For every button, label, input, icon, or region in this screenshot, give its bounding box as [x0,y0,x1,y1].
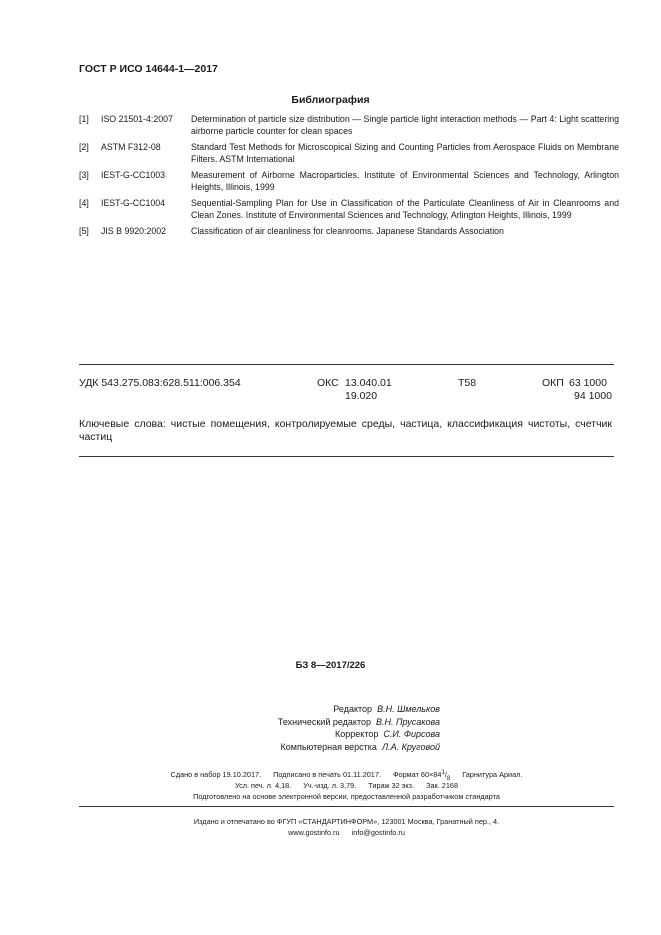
editorial-credits [230,703,440,753]
credit-row [230,741,440,754]
website-link[interactable]: www.gostinfo.ru [288,828,340,837]
oks-value-2: 19.020 [345,390,378,402]
keywords: Ключевые слова: чистые помещения, контролируемые среды, частица, классификация чистоты, счетчик частиц [79,418,612,443]
credit-role: Редактор [333,704,373,714]
bibliography-item [79,114,619,137]
bib-number: [3] [79,170,89,180]
bib-code: JIS B 9920:2002 [101,226,167,236]
print-info-line-2 [79,780,614,791]
okp-value-1: 63 1000 [569,377,607,389]
typeset-date: Сдано в набор 19.10.2017. [170,770,262,780]
credit-role: Технический редактор [277,716,371,727]
bibliography-item [79,226,619,238]
credit-row [230,728,440,741]
signed-date: Подписано в печать 01.11.2017. [273,770,381,780]
credit-name: В.Н. Шмельков [377,704,440,714]
bib-text: Determination of particle size distribution — Single particle light interaction methods — Part 4: Light scattering airborne particle counter for clean spaces [191,114,619,136]
okp-label: ОКП [542,377,564,389]
bib-number: [1] [79,114,89,124]
bibliography-item [79,142,619,165]
bz-number: БЗ 8—2017/226 [295,660,366,671]
typeface: Гарнитура Ариал. [462,770,523,780]
credit-name: Л.А. Круговой [381,741,440,752]
bib-text: Standard Test Methods for Microscopical Sizing and Counting Particles from Aerospace Fluids on Membrane Filters. ASTM International [191,142,619,164]
okp-value-2: 94 1000 [574,390,612,402]
bib-text: Sequential-Sampling Plan for Use in Classification of the Particulate Cleanliness of Air in Cleanrooms and Clean Zones. Institute of Environmental Sciences and Technology, Arlington Heights, Illinois, 1999 [191,198,619,220]
oks-label: ОКС [317,377,339,389]
print-run: Тираж 32 экз. [368,781,415,790]
print-info-line-3: Подготовлено на основе электронной версии, предоставленной разработчиком стандарта [193,792,500,801]
publishing-sheets: Уч.-изд. л. 3,79. [303,781,357,790]
divider-keywords [79,456,614,457]
divider-top [79,364,614,365]
t-code: Т58 [458,377,477,389]
bibliography-item [79,198,619,221]
paper-format: Формат $60\times 84^1/_8$ [392,770,451,782]
divider-bottom [79,806,614,807]
email-link[interactable]: info@gostinfo.ru [351,828,405,837]
bibliography-list [79,114,619,243]
bibliography-title: Библиография [291,94,370,106]
bib-code: IEST-G-CC1004 [101,198,166,208]
credit-row [230,716,440,729]
bibliography-item [79,170,619,193]
bib-number: [4] [79,198,89,208]
bib-text: Classification of air cleanliness for cleanrooms. Japanese Standards Association [191,226,504,236]
credit-role: Компьютерная верстка [280,741,377,752]
print-sheets: Усл. печ. л. 4,18. [234,781,292,790]
bib-number: [5] [79,226,89,236]
bib-code: ISO 21501-4:2007 [101,114,173,124]
credit-name: В.Н. Прусакова [376,716,440,727]
document-code: ГОСТ Р ИСО 14644-1—2017 [79,63,218,75]
publisher-info: Издано и отпечатано во ФГУП «СТАНДАРТИНФОРМ», 123001 Москва, Гранатный пер., 4. [193,817,500,826]
bib-number: [2] [79,142,89,152]
credit-role: Корректор [335,729,379,739]
credit-name: С.И. Фирсова [383,729,440,739]
bib-code: IEST-G-CC1003 [101,170,166,180]
credit-row [230,703,440,716]
udk-code: УДК 543.275.083:628.511:006.354 [79,377,241,389]
order-number: Зак. 2168 [426,781,459,790]
bib-text: Measurement of Airborne Macroparticles. Institute of Environmental Sciences and Technology, Arlington Heights, Illinois, 1999 [191,170,619,192]
bib-code: ASTM F312-08 [101,142,161,152]
oks-value-1: 13.040.01 [345,377,392,389]
publisher-contacts [79,827,614,838]
